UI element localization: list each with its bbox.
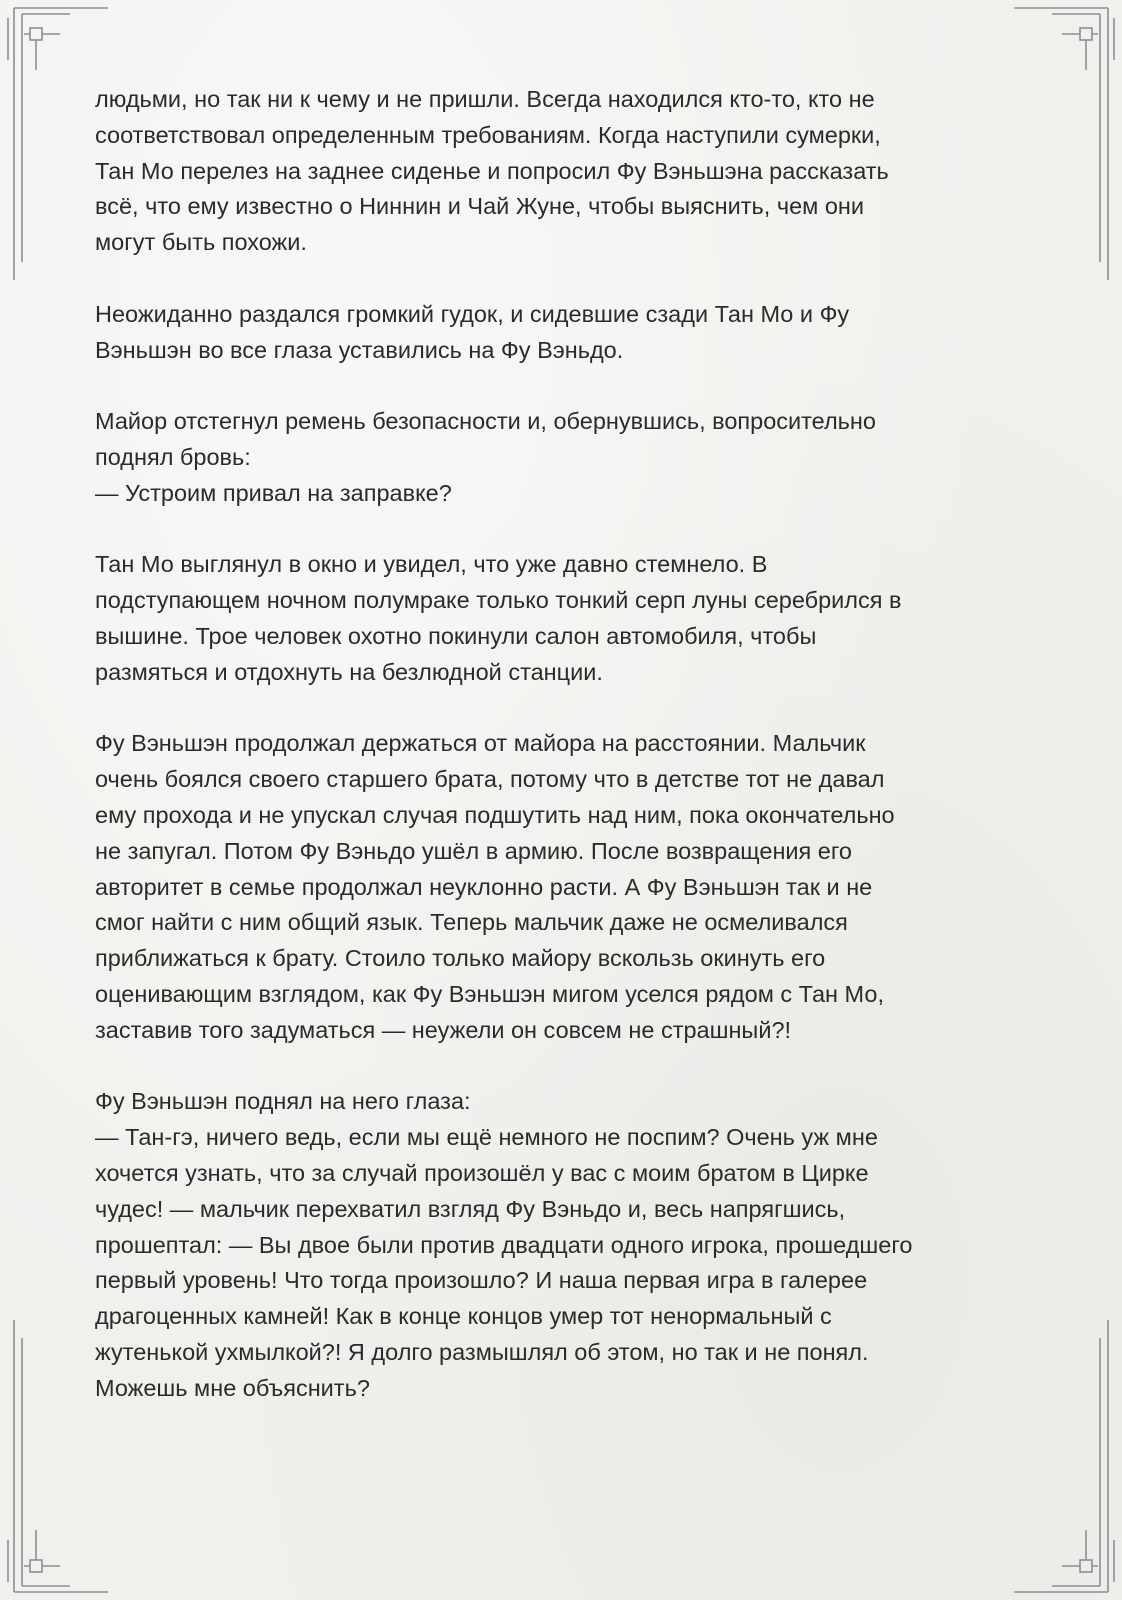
text-line: Тан Мо перелез на заднее сиденье и попросил Фу Вэньшэна рассказать	[95, 157, 889, 184]
text-line: — Устроим привал на заправке?	[95, 479, 452, 506]
text-line: Тан Мо выглянул в окно и увидел, что уже давно стемнело. В	[95, 551, 768, 578]
paragraph	[95, 547, 1035, 690]
text-line: жутенькой ухмылкой?! Я долго размышлял об этом, но так и не понял.	[95, 1338, 869, 1365]
text-line: ему прохода и не упускал случая подшутить над ним, пока окончательно	[95, 801, 895, 828]
text-line: подступающем ночном полумраке только тонкий серп луны серебрился в	[95, 587, 902, 614]
paragraph	[95, 297, 1035, 369]
paragraph	[95, 726, 1035, 1048]
paragraph	[95, 82, 1035, 261]
text-line: — Тан-гэ, ничего ведь, если мы ещё немного не поспим? Очень уж мне	[95, 1124, 878, 1151]
text-line: оценивающим взглядом, как Фу Вэньшэн мигом уселся рядом с Тан Мо,	[95, 980, 884, 1007]
text-line: соответствовал определенным требованиям. Когда наступили сумерки,	[95, 121, 881, 148]
text-line: Фу Вэньшэн продолжал держаться от майора на расстоянии. Мальчик	[95, 730, 866, 757]
text-line: чудес! — мальчик перехватил взгляд Фу Вэньдо и, весь напрягшись,	[95, 1195, 846, 1222]
text-line: приближаться к брату. Стоило только майору вскользь окинуть его	[95, 945, 826, 972]
text-line: Вэньшэн во все глаза уставились на Фу Вэньдо.	[95, 336, 624, 363]
paragraph	[95, 404, 1035, 511]
text-line: первый уровень! Что тогда произошло? И наша первая игра в галерее	[95, 1267, 868, 1294]
body-text	[95, 82, 1035, 1442]
text-line: авторитет в семье продолжал неуклонно расти. А Фу Вэньшэн так и не	[95, 873, 873, 900]
text-line: не запугал. Потом Фу Вэньдо ушёл в армию. После возвращения его	[95, 837, 853, 864]
text-line: всё, что ему известно о Ниннин и Чай Жуне, чтобы выяснить, чем они	[95, 193, 864, 220]
text-line: заставив того задуматься — неужели он совсем не страшный?!	[95, 1016, 792, 1043]
text-line: размяться и отдохнуть на безлюдной станции.	[95, 658, 603, 685]
text-line: драгоценных камней! Как в конце концов умер тот ненормальный с	[95, 1303, 832, 1330]
text-line: очень боялся своего старшего брата, потому что в детстве тот не давал	[95, 766, 885, 793]
text-line: смог найти с ним общий язык. Теперь мальчик даже не осмеливался	[95, 909, 848, 936]
text-line: могут быть похожи.	[95, 229, 307, 256]
text-line: прошептал: — Вы двое были против двадцати одного игрока, прошедшего	[95, 1231, 913, 1258]
text-line: Майор отстегнул ремень безопасности и, обернувшись, вопросительно	[95, 408, 876, 435]
text-line: людьми, но так ни к чему и не пришли. Всегда находился кто-то, кто не	[95, 86, 875, 112]
text-line: поднял бровь:	[95, 443, 251, 470]
paragraph	[95, 1084, 1035, 1406]
text-line: Можешь мне объяснить?	[95, 1374, 370, 1401]
text-line: Неожиданно раздался громкий гудок, и сидевшие сзади Тан Мо и Фу	[95, 300, 850, 327]
text-line: Фу Вэньшэн поднял на него глаза:	[95, 1088, 471, 1115]
text-line: хочется узнать, что за случай произошёл у вас с моим братом в Цирке	[95, 1159, 869, 1186]
text-line: вышине. Трое человек охотно покинули салон автомобиля, чтобы	[95, 622, 817, 649]
